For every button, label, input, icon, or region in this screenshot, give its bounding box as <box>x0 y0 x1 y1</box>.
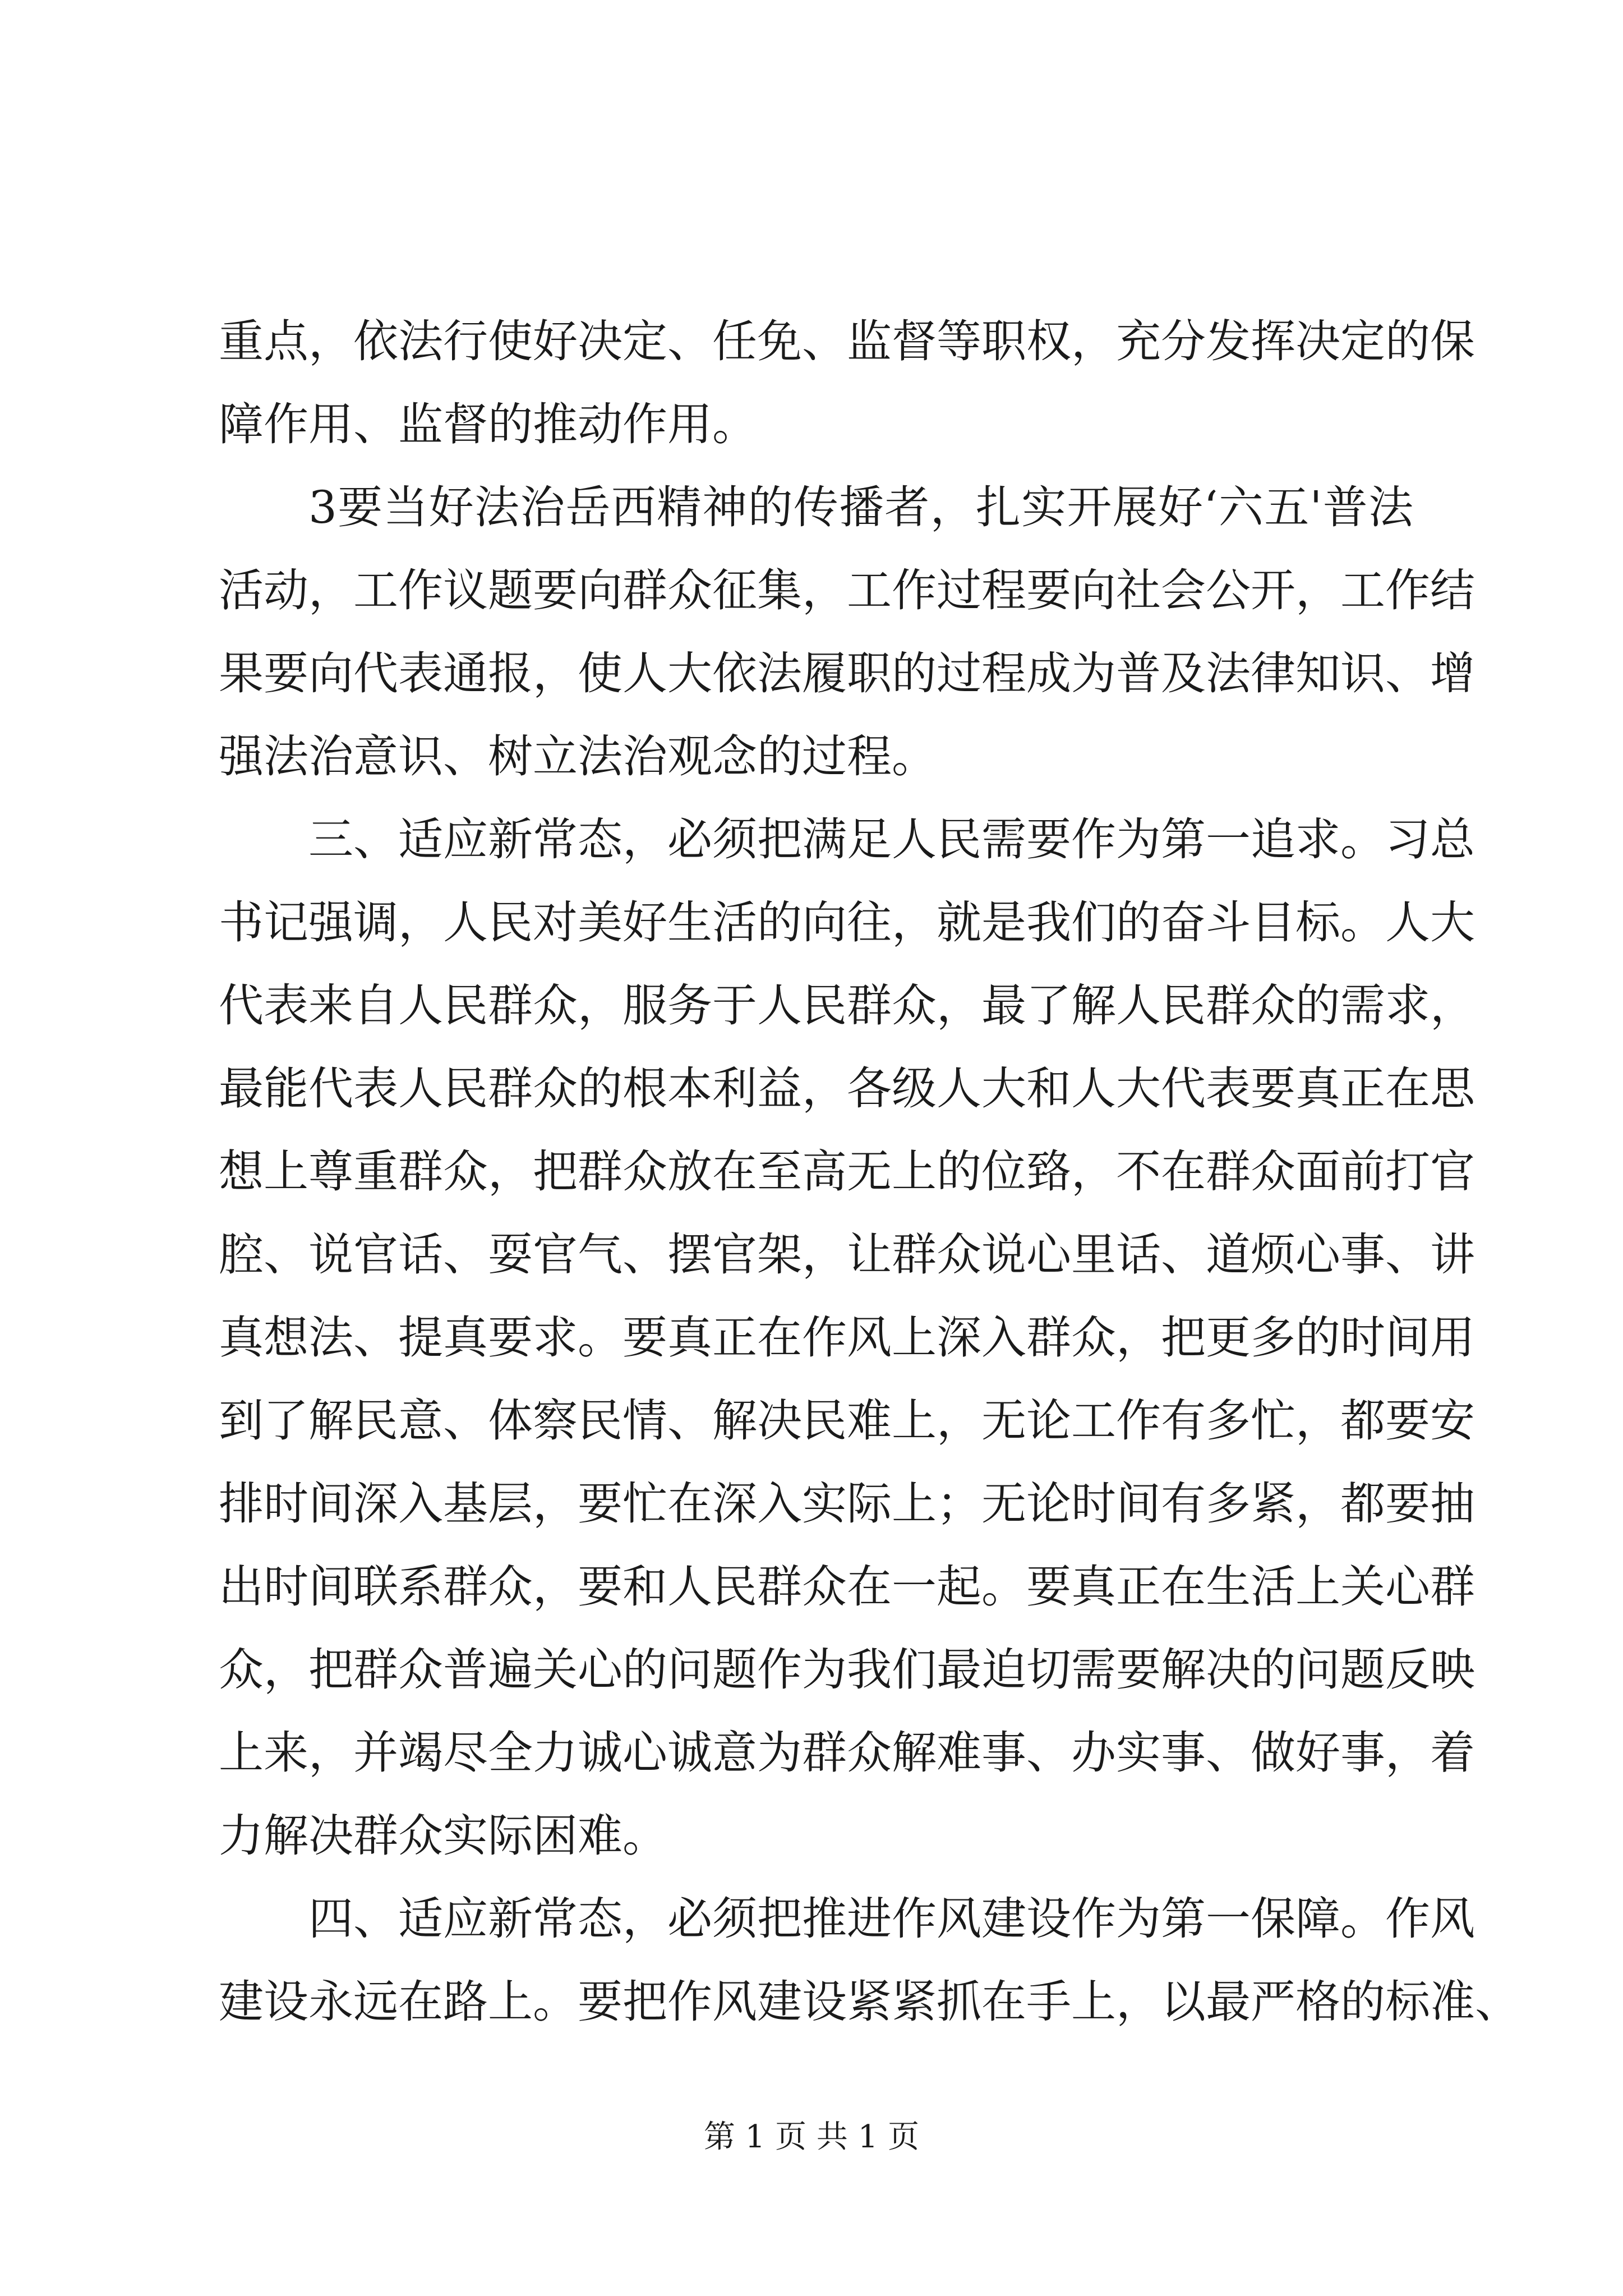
text-line: 重点，依法行使好决定、任免、监督等职权，充分发挥决定的保 <box>219 315 1475 367</box>
text-line: 三、适应新常态，必须把满足人民需要作为第一追求。习总 <box>308 813 1475 866</box>
text-line: 果要向代表通报，使人大依法履职的过程成为普及法律知识、增 <box>219 647 1475 700</box>
text-line: 出时间联系群众，要和人民群众在一起。要真正在生活上关心群 <box>219 1561 1475 1613</box>
text-line: 众，把群众普遍关心的问题作为我们最迫切需要解决的问题反映 <box>219 1644 1475 1696</box>
text-line: 排时间深入基层，要忙在深入实际上；无论时间有多紧，都要抽 <box>219 1478 1475 1530</box>
text-line: 障作用、监督的推动作用。 <box>219 398 757 450</box>
text-line: 代表来自人民群众，服务于人民群众，最了解人民群众的需求， <box>219 979 1475 1032</box>
text-line: 最能代表人民群众的根本利益，各级人大和人大代表要真正在思 <box>219 1062 1475 1115</box>
text-line: 想上尊重群众，把群众放在至高无上的位臵，不在群众面前打官 <box>219 1145 1475 1198</box>
text-line: 3要当好法治岳西精神的传播者，扎实开展好‘六五'普法 <box>308 481 1413 533</box>
text-line: 建设永远在路上。要把作风建设紧紧抓在手上，以最严格的标准、 <box>219 1976 1520 2028</box>
text-line: 书记强调，人民对美好生活的向往，就是我们的奋斗目标。人大 <box>219 896 1475 949</box>
text-line: 强法治意识、树立法治观念的过程。 <box>219 730 937 783</box>
text-line: 上来，并竭尽全力诚心诚意为群众解难事、办实事、做好事，着 <box>219 1727 1475 1779</box>
text-line: 活动，工作议题要向群众征集，工作过程要向社会公开，工作结 <box>219 564 1475 616</box>
page-footer: 第 1 页 共 1 页 <box>703 2119 920 2155</box>
text-line: 到了解民意、体察民情、解决民难上，无论工作有多忙，都要安 <box>219 1395 1475 1447</box>
text-line: 真想法、提真要求。要真正在作风上深入群众，把更多的时间用 <box>219 1312 1475 1364</box>
text-line: 腔、说官话、耍官气、摆官架，让群众说心里话、道烦心事、讲 <box>219 1228 1475 1281</box>
document-body <box>219 300 1520 2044</box>
text-line: 力解决群众实际困难。 <box>219 1810 667 1862</box>
text-line: 四、适应新常态，必须把推进作风建设作为第一保障。作风 <box>308 1893 1475 1945</box>
